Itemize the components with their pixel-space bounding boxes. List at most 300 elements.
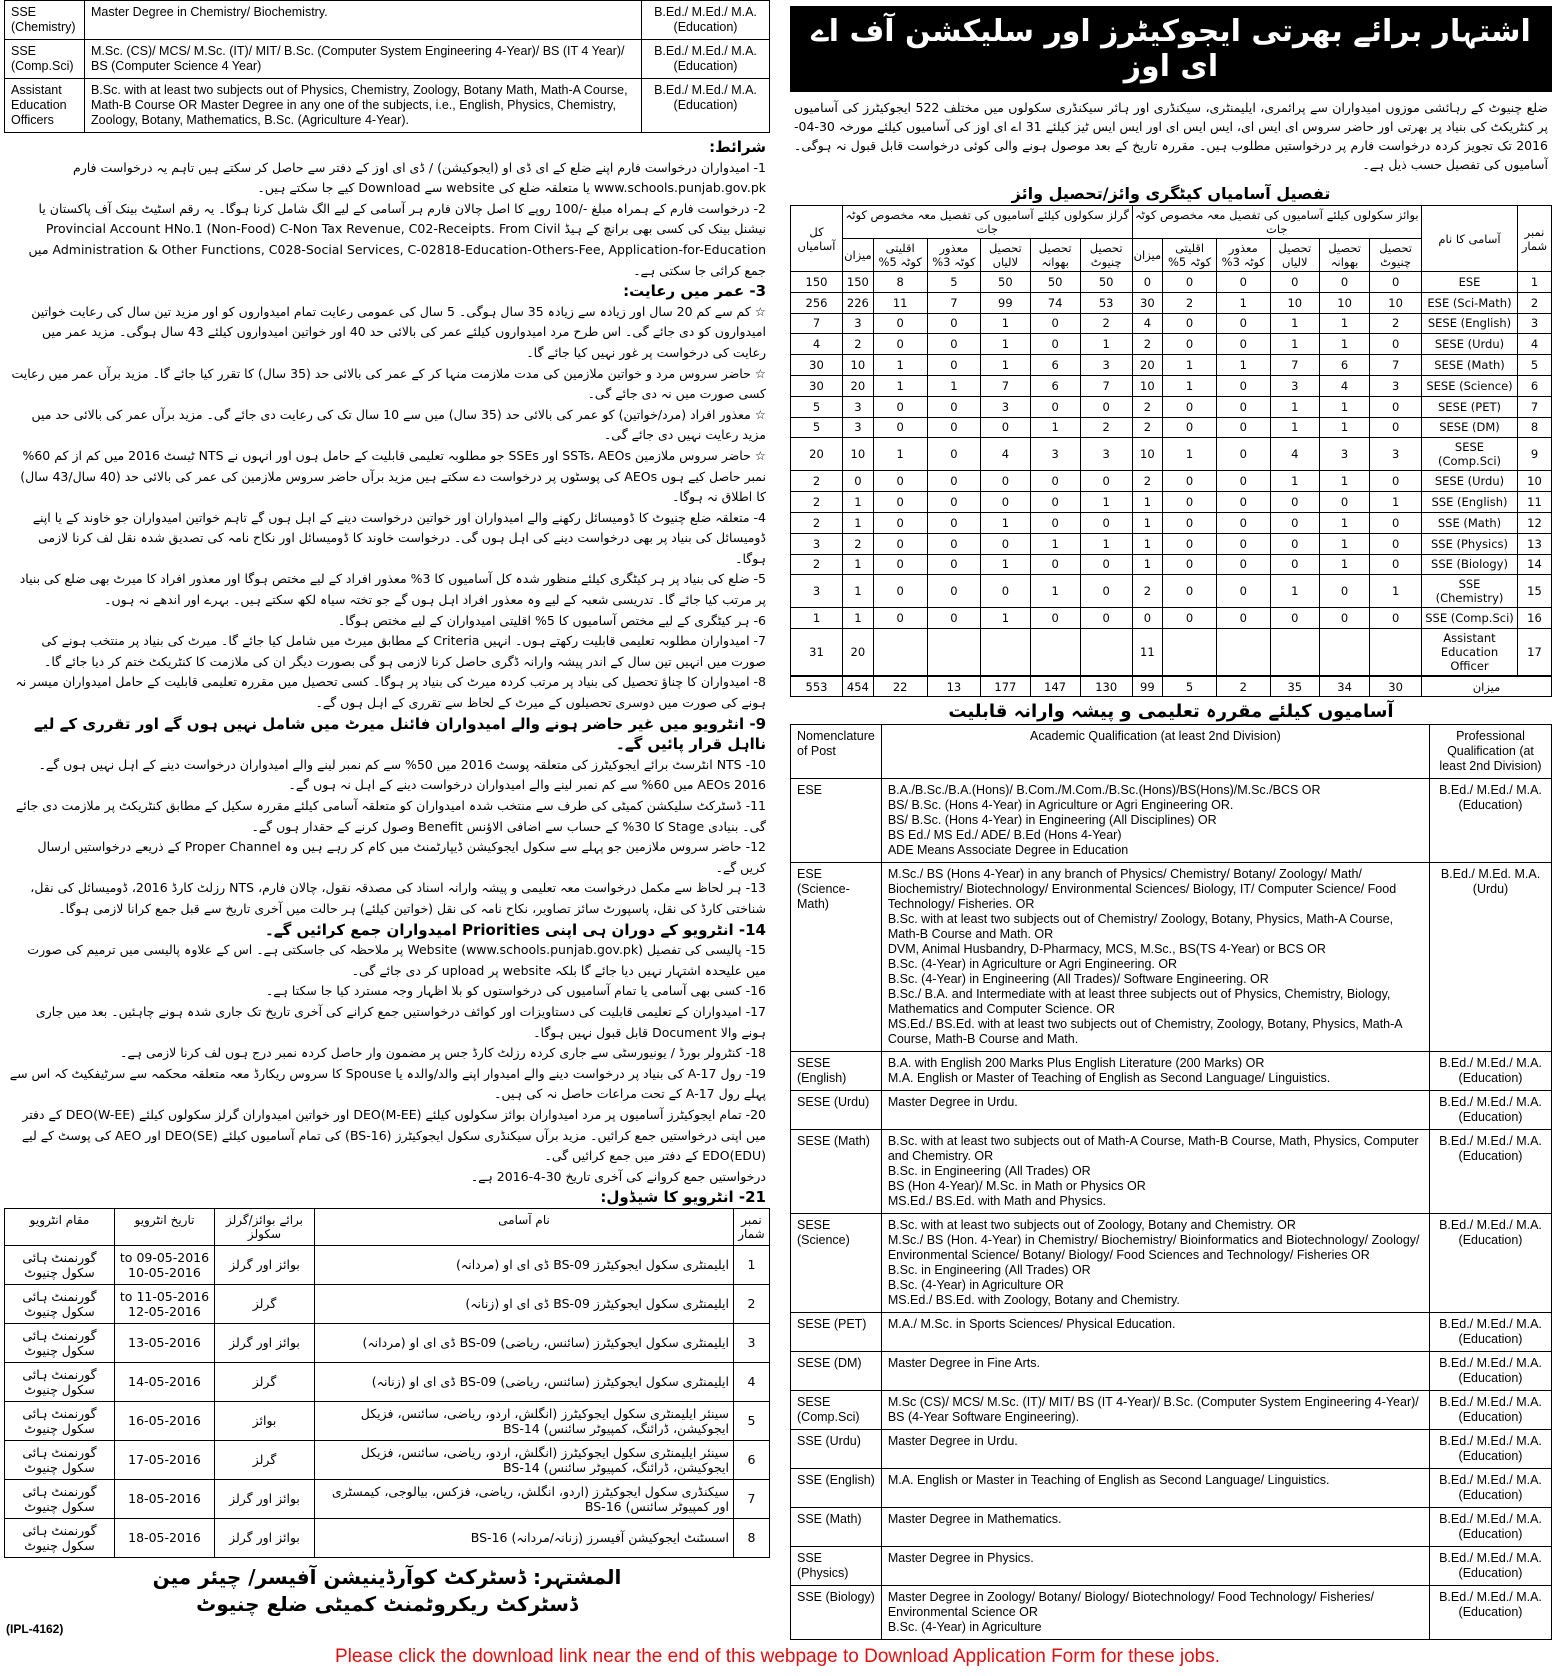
schedule-date: 17-05-2016 — [115, 1440, 215, 1479]
boys-count: 0 — [1217, 375, 1271, 396]
girls-count: 0 — [1030, 396, 1080, 417]
boys-count: 35 — [1270, 676, 1319, 697]
boys-count: 10 — [1319, 292, 1369, 313]
boys-count: 0 — [1217, 608, 1271, 629]
boys-count: 1 — [1270, 334, 1319, 355]
girls-count: 2 — [843, 334, 874, 355]
schedule-venue: گورنمنٹ ہائی سکول چنیوٹ — [5, 1323, 115, 1362]
qualification-table-title: آسامیوں کیلئے مقررہ تعلیمی و پیشہ وارانہ قابلیت — [948, 701, 1394, 723]
boys-count: 0 — [1217, 417, 1271, 438]
schedule-date: 18-05-2016 — [115, 1518, 215, 1557]
condition-item: 13- ہر لحاظ سے مکمل درخواست معہ تعلیمی و پیشہ وارانہ اسناد کی مصدقہ نقول، چالان فارم، NTS رزلٹ کارڈ 2016، ڈومیسائل کی نقل، شناختی کارڈ کی نقل، پاسپورٹ سائز تصاویر، نکاح نامہ کی نقل (خواتین کیلئے) ہر حالت میں آخری تاریخ سے قبل جمع کرانا لازمی ہوگا۔ — [30, 880, 766, 916]
girls-count: 1 — [843, 492, 874, 513]
boys-count: 2 — [1132, 575, 1163, 608]
top-table-row — [5, 79, 770, 133]
girls-count: 1 — [873, 438, 927, 471]
post-name: SESE (English) — [791, 1052, 882, 1091]
boys-count: 5 — [1163, 676, 1217, 697]
girls-count: 0 — [873, 417, 927, 438]
advertiser-footer — [4, 1564, 770, 1618]
girls-count: 1 — [1030, 417, 1080, 438]
boys-count: 3 — [1270, 375, 1319, 396]
total-posts: 553 — [791, 676, 843, 697]
boys-count: 1 — [1217, 355, 1271, 376]
post-name: SSE (Physics) — [1422, 533, 1518, 554]
girls-count: 3 — [843, 396, 874, 417]
cat-header-post: آسامی کا نام — [1422, 206, 1518, 272]
girls-count: 3 — [843, 417, 874, 438]
serial-no: 3 — [1518, 313, 1552, 334]
serial-no: 1 — [1518, 272, 1552, 293]
post-name: SSE (Comp.Sci) — [1422, 608, 1518, 629]
schedule-sno: 6 — [734, 1440, 770, 1479]
schedule-sno: 5 — [734, 1401, 770, 1440]
girls-count: 0 — [927, 355, 981, 376]
category-row — [791, 396, 1552, 417]
girls-count: 1 — [873, 375, 927, 396]
boys-count: 0 — [1163, 554, 1217, 575]
boys-count: 4 — [1132, 313, 1163, 334]
girls-count: 0 — [927, 608, 981, 629]
boys-count: 0 — [1163, 533, 1217, 554]
academic-qualification: Master Degree in Fine Arts. — [881, 1352, 1429, 1391]
cat-subheader: تحصیل چنیوٹ — [1080, 239, 1132, 272]
schedule-venue: گورنمنٹ ہائی سکول چنیوٹ — [5, 1284, 115, 1323]
category-row — [791, 533, 1552, 554]
girls-count: 50 — [1080, 272, 1132, 293]
total-posts: 3 — [791, 533, 843, 554]
serial-no: 11 — [1518, 492, 1552, 513]
serial-no: 6 — [1518, 375, 1552, 396]
boys-count: 6 — [1319, 355, 1369, 376]
boys-count: 1 — [1163, 355, 1217, 376]
ad-title: اشتہار برائے بھرتی ایجوکیٹرز اور سلیکشن آف اے ای اوز — [790, 6, 1552, 92]
post-name: SESE (PET) — [791, 1313, 882, 1352]
qual-header-post: Nomenclature of Post — [791, 725, 882, 779]
boys-count: 0 — [1319, 492, 1369, 513]
boys-count: 1 — [1270, 417, 1319, 438]
boys-count: 0 — [1270, 512, 1319, 533]
category-row — [791, 438, 1552, 471]
category-table — [790, 205, 1552, 697]
girls-count: 1 — [981, 608, 1030, 629]
condition-item: 11- ڈسٹرکٹ سلیکشن کمیٹی کی طرف سے منتخب شدہ امیدواران کو متعلقہ آسامی کیلئے مقررہ سکیل کے مطابق کنٹریکٹ پر ملازمت دی جائے گی۔ بنیادی Stage کا 30% کے حساب سے اضافی الاؤنس Benefit وصول کرنے کے حقدار ہوں گے۔ — [15, 798, 766, 834]
boys-count: 0 — [1163, 471, 1217, 492]
girls-count: 0 — [843, 471, 874, 492]
boys-count: 0 — [1163, 575, 1217, 608]
cat-header-total: کل آسامیاں — [791, 206, 843, 272]
schedule-sno: 3 — [734, 1323, 770, 1362]
qual-header-professional: Professional Qualification (at least 2nd Division) — [1430, 725, 1552, 779]
schedule-post: سینئر ایلیمنٹری سکول ایجوکیٹرز (انگلش، اردو، ریاضی، سائنس، فزیکل ایجوکیشن، ڈرائنگ، کمپیوٹر سائنس) BS-14 — [315, 1440, 734, 1479]
total-posts: 30 — [791, 375, 843, 396]
girls-count: 147 — [1030, 676, 1080, 697]
professional-qualification: B.Ed./ M.Ed./ M.A. (Education) — [1430, 1391, 1552, 1430]
serial-no: 12 — [1518, 512, 1552, 533]
qualification-row — [791, 1469, 1552, 1508]
boys-count: 2 — [1132, 396, 1163, 417]
boys-count: 1 — [1132, 554, 1163, 575]
schedule-row — [5, 1245, 770, 1284]
total-posts: 31 — [791, 629, 843, 677]
boys-count: 0 — [1163, 334, 1217, 355]
boys-count: 0 — [1370, 396, 1422, 417]
academic-qualification: M.Sc./ BS (Hons 4-Year) in any branch of Physics/ Chemistry/ Botany/ Zoology/ Math/ Biochemistry/ Biotechnology/ Environmental Sciences/ Biology, IT/ Computer Science/ Food Technology/ Fisheries. OR B.Sc. with at least two subjects out of Chemistry/ Zoology, Botany, Physics, Math-A Course, Math-B Course and Math. OR DVM, Animal Husbandry, D-Pharmacy, MCS, M.Sc., BS(TS 4-Year) or BCS OR B.Sc. (4-Year) in Agriculture or Agri Engineering. OR B.Sc. (4-Year) in Engineering (All Trades)/ Software Engineering. OR B.Sc./ B.A. and Intermediate with at least three subjects out of Physics, Chemistry, Biology, Mathematics and Computer Science. OR MS.Ed./ BS.Ed. with at least two subjects out of Chemistry, Zoology, Botany, Physics, Math-A Course, Math-B Course and Math. — [881, 863, 1429, 1052]
boys-count: 0 — [1217, 492, 1271, 513]
condition-item: 21- انٹرویو کا شیڈول: — [600, 1188, 766, 1207]
boys-count: 0 — [1370, 533, 1422, 554]
boys-count: 0 — [1370, 417, 1422, 438]
sched-header-school: برائے بوائز/گرلز سکولز — [215, 1208, 315, 1245]
girls-count: 1 — [1080, 334, 1132, 355]
total-label: میزان — [1422, 676, 1552, 697]
girls-count: 0 — [873, 533, 927, 554]
serial-no: 7 — [1518, 396, 1552, 417]
schedule-date: 14-05-2016 — [115, 1362, 215, 1401]
boys-count: 0 — [1163, 396, 1217, 417]
schedule-school: بوائز — [215, 1401, 315, 1440]
boys-count: 0 — [1217, 471, 1271, 492]
professional-qualification: B.Ed./ M.Ed./ M.A. (Education) — [1430, 1052, 1552, 1091]
professional-qualification: B.Ed./ M.Ed./ M.A. (Education) — [1430, 1469, 1552, 1508]
girls-count: 0 — [927, 334, 981, 355]
category-row — [791, 512, 1552, 533]
boys-count: 2 — [1217, 676, 1271, 697]
category-row — [791, 629, 1552, 677]
post-name: SESE (Science) — [791, 1214, 882, 1313]
girls-count: 5 — [927, 272, 981, 293]
download-banner[interactable]: Please click the download link near the end of this webpage to Download Application Form for these jobs. — [334, 1646, 1221, 1668]
boys-count: 0 — [1163, 492, 1217, 513]
girls-count: 0 — [873, 334, 927, 355]
boys-count: 4 — [1270, 438, 1319, 471]
boys-count: 0 — [1370, 512, 1422, 533]
boys-count: 0 — [1217, 512, 1271, 533]
girls-count: 1 — [1080, 533, 1132, 554]
post-name: SSE (Urdu) — [791, 1430, 882, 1469]
total-posts: 5 — [791, 396, 843, 417]
girls-count: 1 — [981, 355, 1030, 376]
professional-qualification: B.Ed./ M.Ed./ M.A. (Education) — [642, 40, 770, 79]
boys-count: 7 — [1370, 355, 1422, 376]
qualification-row — [791, 1091, 1552, 1130]
boys-count: 0 — [1132, 608, 1163, 629]
girls-count: 0 — [927, 554, 981, 575]
girls-count: 2 — [1080, 313, 1132, 334]
girls-count: 0 — [927, 492, 981, 513]
condition-item: 5- ضلع کی بنیاد پر ہر کیٹگری کیلئے منظور شدہ کل آسامیوں کا 3% معذور افراد کے لیے مختص ہوگا اور معذور افراد کا میرٹ بھی ضلع کی بنیاد پر مرتب کیا جائے گا۔ تدریسی شعبہ کے لیے وہ معذور افراد اہل ہوں گے جو تختہ سیاہ لکھ سکتے ہیں۔ بہرے اور اندھے نہ ہوں۔ — [19, 571, 766, 608]
boys-count: 11 — [1132, 629, 1163, 677]
girls-count: 0 — [1030, 554, 1080, 575]
boys-count: 0 — [1217, 334, 1271, 355]
boys-count: 0 — [1370, 608, 1422, 629]
boys-count: 1 — [1132, 492, 1163, 513]
boys-count: 1 — [1163, 375, 1217, 396]
boys-count: 1 — [1319, 554, 1369, 575]
boys-count: 34 — [1319, 676, 1369, 697]
cat-header-girls: گرلز سکولوں کیلئے آسامیوں کی تفصیل معہ مخصوص کوٹہ جات — [843, 206, 1133, 239]
condition-item: 1- امیدواران درخواست فارم اپنے ضلع کے ای ڈی او (ایجوکیشن) / ڈی ای اوز کے دفتر سے حاصل کر سکتے ہیں تاہم یہ درخواست فارم www.schools.punjab.gov.pk یا متعلقہ ضلع کی website سے Download کیے جا سکتے ہیں۔ — [72, 159, 766, 196]
girls-count: 6 — [1030, 355, 1080, 376]
boys-count — [1270, 629, 1319, 677]
girls-count: 1 — [981, 334, 1030, 355]
girls-count: 10 — [843, 355, 874, 376]
qualification-row — [791, 1352, 1552, 1391]
qualification-row — [791, 1430, 1552, 1469]
girls-count: 50 — [1030, 272, 1080, 293]
professional-qualification: B.Ed./ M.Ed./ M.A. (Education) — [642, 79, 770, 133]
qualification-table — [790, 724, 1552, 1640]
boys-count: 0 — [1270, 608, 1319, 629]
cat-subheader: معذور کوٹہ 3% — [927, 239, 981, 272]
cat-subheader: تحصیل چنیوٹ — [1370, 239, 1422, 272]
girls-count: 11 — [873, 292, 927, 313]
top-qualification-table — [4, 0, 770, 133]
schedule-row — [5, 1284, 770, 1323]
boys-count: 1 — [1270, 396, 1319, 417]
cat-header-sno: نمبر شمار — [1518, 206, 1552, 272]
girls-count: 0 — [981, 471, 1030, 492]
post-name: SESE (English) — [1422, 313, 1518, 334]
qual-header-academic: Academic Qualification (at least 2nd Division) — [881, 725, 1429, 779]
schedule-school: گرلز — [215, 1440, 315, 1479]
girls-count: 74 — [1030, 292, 1080, 313]
ipl-code: (IPL-4162) — [6, 1621, 64, 1636]
professional-qualification: B.Ed./ M.Ed./ M.A. (Education) — [1430, 1214, 1552, 1313]
boys-count: 1 — [1270, 471, 1319, 492]
post-name: SSE (Chemistry) — [1422, 575, 1518, 608]
serial-no: 13 — [1518, 533, 1552, 554]
boys-count: 0 — [1217, 533, 1271, 554]
schedule-sno: 2 — [734, 1284, 770, 1323]
academic-qualification: Master Degree in Urdu. — [881, 1430, 1429, 1469]
boys-count: 1 — [1163, 438, 1217, 471]
post-name: SESE (Math) — [1422, 355, 1518, 376]
top-table-row — [5, 1, 770, 40]
professional-qualification: B.Ed./ M.Ed. M.A. (Urdu) — [1430, 863, 1552, 1052]
condition-item: 2- درخواست فارم کے ہمراہ مبلغ -/100 روپے کا اصل چالان فارم ہر آسامی کے لیے الگ شامل کرنا ہوگا۔ یہ رقم اسٹیٹ بینک آف پاکستان یا نیشنل بینک کی کسی بھی برانچ کے ہیڈ Provincial Account HNo.1 (Non-Food) C-Non Tax Revenue, C02-Receipts. From Civil Administration & Other Functions, C028-Social Services, C-02818-Education-Others-Fee, Application-for-Education میں جمع کرائی جا سکتی ہے۔ — [28, 200, 766, 278]
condition-item: 17- امیدواران کے تعلیمی قابلیت کی دستاویزات اور کوائف درخواستیں جمع کرانے کی آخری تاریخ تک جاری شدہ ہونے چاہئیں۔ بعد میں جاری ہونے والا Document قابل قبول نہیں ہوگا۔ — [35, 1003, 766, 1040]
category-row — [791, 575, 1552, 608]
total-posts: 3 — [791, 575, 843, 608]
post-name: SESE (DM) — [1422, 417, 1518, 438]
sched-header-sno: نمبر شمار — [734, 1208, 770, 1245]
academic-qualification: B.Sc. with at least two subjects out of Zoology, Botany and Chemistry. OR M.Sc./ BS (Hon. 4-Year) in Chemistry/ Biochemistry/ Bioinformatics and Biotechnology/ Zoology/ Environmental Science/ Botany/ Biology/ Food Sciences and Technology/ Fisheries OR B.Sc. in Engineering (All Trades) OR B.Sc. (4-Year) in Agriculture OR MS.Ed./ BS.Ed. with Zoology, Botany and Chemistry. — [881, 1214, 1429, 1313]
total-posts: 5 — [791, 417, 843, 438]
girls-count: 0 — [1030, 471, 1080, 492]
professional-qualification: B.Ed./ M.Ed./ M.A. (Education) — [1430, 1430, 1552, 1469]
schedule-school: بوائز اور گرلز — [215, 1323, 315, 1362]
category-row — [791, 313, 1552, 334]
girls-count: 0 — [927, 313, 981, 334]
girls-count: 1 — [981, 313, 1030, 334]
schedule-post: سیکنڈری سکول ایجوکیٹرز (اردو، انگلش، ریاضی، فزکس، بیالوجی، کیمسٹری اور کمپیوٹر سائنس) BS-16 — [315, 1479, 734, 1518]
condition-item: 12- حاضر سروس ملازمین جو پہلے سے سکول ایجوکیشن ڈیپارٹمنٹ میں کام کر رہے ہیں وہ Proper Channel کے ذریعے درخواستیں ارسال کریں گے۔ — [37, 839, 766, 875]
academic-qualification: Master Degree in Physics. — [881, 1547, 1429, 1586]
girls-count: 1 — [843, 554, 874, 575]
girls-count: 0 — [927, 438, 981, 471]
girls-count — [873, 629, 927, 677]
total-posts: 256 — [791, 292, 843, 313]
qualification-row — [791, 1052, 1552, 1091]
cat-subheader: اقلیتی کوٹہ 5% — [873, 239, 927, 272]
girls-count: 1 — [1030, 533, 1080, 554]
sched-header-post: نام آسامی — [315, 1208, 734, 1245]
total-posts: 2 — [791, 554, 843, 575]
schedule-date: 13-05-2016 — [115, 1323, 215, 1362]
girls-count: 0 — [873, 554, 927, 575]
boys-count — [1319, 629, 1369, 677]
serial-no: 9 — [1518, 438, 1552, 471]
total-posts: 2 — [791, 471, 843, 492]
professional-qualification: B.Ed./ M.Ed./ M.A. (Education) — [1430, 1091, 1552, 1130]
post-name: ESE (Sci-Math) — [1422, 292, 1518, 313]
girls-count: 1 — [873, 355, 927, 376]
boys-count: 0 — [1163, 417, 1217, 438]
qualification-row — [791, 1313, 1552, 1352]
girls-count: 177 — [981, 676, 1030, 697]
left-column — [4, 0, 770, 1636]
boys-count: 0 — [1319, 272, 1369, 293]
qualification-row — [791, 1508, 1552, 1547]
boys-count: 1 — [1370, 492, 1422, 513]
boys-count: 2 — [1132, 334, 1163, 355]
cat-subheader: میزان — [1132, 239, 1163, 272]
schedule-venue: گورنمنٹ ہائی سکول چنیوٹ — [5, 1362, 115, 1401]
boys-count: 0 — [1217, 554, 1271, 575]
category-row — [791, 471, 1552, 492]
interview-schedule-table — [4, 1208, 770, 1558]
boys-count: 1 — [1319, 313, 1369, 334]
girls-count: 7 — [1080, 375, 1132, 396]
girls-count: 0 — [981, 533, 1030, 554]
schedule-row — [5, 1479, 770, 1518]
post-name: SESE (Urdu) — [1422, 471, 1518, 492]
right-column — [790, 0, 1552, 1640]
professional-qualification: B.Ed./ M.Ed./ M.A. (Education) — [1430, 1352, 1552, 1391]
girls-count: 0 — [873, 492, 927, 513]
girls-count: 6 — [1030, 375, 1080, 396]
girls-count — [981, 629, 1030, 677]
boys-count: 4 — [1319, 375, 1369, 396]
girls-count: 13 — [927, 676, 981, 697]
schedule-post: ایلیمنٹری سکول ایجوکیٹرز (سائنس، ریاضی) BS-09 ڈی ای او (مردانہ) — [315, 1323, 734, 1362]
post-name: SSE (Math) — [1422, 512, 1518, 533]
girls-count: 0 — [1030, 313, 1080, 334]
schedule-school: بوائز اور گرلز — [215, 1245, 315, 1284]
girls-count: 8 — [873, 272, 927, 293]
footer-line2: ڈسٹرکٹ ریکروٹمنٹ کمیٹی ضلع چنیوٹ — [196, 1591, 578, 1616]
boys-count: 0 — [1163, 272, 1217, 293]
boys-count: 1 — [1319, 512, 1369, 533]
girls-count: 3 — [843, 313, 874, 334]
qualification-row — [791, 1586, 1552, 1640]
condition-item: 18- کنٹرولر بورڈ / یونیورسٹی سے جاری کردہ رزلٹ کارڈ جس پر مضمون وار حاصل کردہ نمبر درج ہوں لف کرنا لازمی ہے۔ — [120, 1045, 766, 1061]
boys-count: 3 — [1370, 375, 1422, 396]
girls-count: 0 — [1030, 608, 1080, 629]
schedule-post: سینئر ایلیمنٹری سکول ایجوکیٹرز (انگلش، اردو، ریاضی، سائنس، فزیکل ایجوکیشن، ڈرائنگ، کمپیوٹر سائنس) BS-14 — [315, 1401, 734, 1440]
schedule-school: گرلز — [215, 1284, 315, 1323]
girls-count: 22 — [873, 676, 927, 697]
cat-subheader: میزان — [843, 239, 874, 272]
total-posts: 4 — [791, 334, 843, 355]
girls-count: 130 — [1080, 676, 1132, 697]
serial-no: 8 — [1518, 417, 1552, 438]
girls-count — [1030, 629, 1080, 677]
professional-qualification: B.Ed./ M.Ed./ M.A. (Education) — [1430, 1313, 1552, 1352]
category-row — [791, 272, 1552, 293]
post-name: SESE (Comp.Sci) — [791, 1391, 882, 1430]
schedule-sno: 8 — [734, 1518, 770, 1557]
boys-count: 1 — [1217, 292, 1271, 313]
girls-count: 0 — [1080, 608, 1132, 629]
girls-count: 2 — [1080, 417, 1132, 438]
post-name: SSE (English) — [1422, 492, 1518, 513]
total-posts: 2 — [791, 512, 843, 533]
girls-count: 0 — [1030, 334, 1080, 355]
post-name: Assistant Education Officer — [1422, 629, 1518, 677]
academic-qualification: B.A./B.Sc./B.A.(Hons)/ B.Com./M.Com./B.Sc.(Hons)/BS(Hons)/M.Sc./BCS OR BS/ B.Sc. (Hons 4-Year) in Agriculture or Agri Engineering OR. BS/ B.Sc. (Hons 4-Year) in Engineering (All Disciplines) OR BS Ed./ MS Ed./ ADE/ B.Ed (Hons 4-Year) ADE Means Associate Degree in Education — [881, 779, 1429, 863]
girls-count: 0 — [1080, 471, 1132, 492]
boys-count: 1 — [1132, 512, 1163, 533]
boys-count: 30 — [1370, 676, 1422, 697]
sched-header-venue: مقام انٹرویو — [5, 1208, 115, 1245]
academic-qualification: Master Degree in Chemistry/ Biochemistry. — [85, 1, 642, 40]
girls-count: 50 — [981, 272, 1030, 293]
girls-count: 0 — [1080, 512, 1132, 533]
total-posts: 1 — [791, 608, 843, 629]
total-posts: 30 — [791, 355, 843, 376]
boys-count: 0 — [1217, 272, 1271, 293]
boys-count: 0 — [1132, 272, 1163, 293]
girls-count: 1 — [843, 512, 874, 533]
boys-count: 0 — [1217, 575, 1271, 608]
boys-count: 0 — [1217, 438, 1271, 471]
girls-count: 3 — [981, 396, 1030, 417]
girls-count: 0 — [981, 417, 1030, 438]
qualification-row — [791, 1547, 1552, 1586]
girls-count: 1 — [1030, 575, 1080, 608]
schedule-post: اسسٹنٹ ایجوکیشن آفیسرز (زنانہ/مردانہ) BS-16 — [315, 1518, 734, 1557]
schedule-date: 09-05-2016 to 10-05-2016 — [115, 1245, 215, 1284]
boys-count: 2 — [1132, 471, 1163, 492]
girls-count: 1 — [927, 375, 981, 396]
conditions-heading: شرائط: — [709, 138, 766, 156]
girls-count: 1 — [1080, 492, 1132, 513]
girls-count: 3 — [1080, 355, 1132, 376]
schedule-row — [5, 1401, 770, 1440]
schedule-school: بوائز اور گرلز — [215, 1518, 315, 1557]
girls-count: 0 — [1030, 512, 1080, 533]
girls-count: 150 — [843, 272, 874, 293]
schedule-row — [5, 1362, 770, 1401]
academic-qualification: M.A./ M.Sc. in Sports Sciences/ Physical Education. — [881, 1313, 1429, 1352]
girls-count: 1 — [981, 554, 1030, 575]
post-name: SESE (Comp.Sci) — [1422, 438, 1518, 471]
academic-qualification: Master Degree in Mathematics. — [881, 1508, 1429, 1547]
condition-item: 19- رول A-17 کی بنیاد پر درخواست دینے والے امیدوار اپنے والد/والدہ یا Spouse کا سروس ریکارڈ معہ متعلقہ محکمہ سے سرٹیفکیٹ کہ اس سے پہلے رول A-17 کے تحت مراعات حاصل نہ کی ہیں۔ — [9, 1065, 766, 1102]
boys-count: 1 — [1270, 575, 1319, 608]
cat-subheader: تحصیل بھوانہ — [1319, 239, 1369, 272]
boys-count: 0 — [1270, 492, 1319, 513]
condition-item: 9- انٹرویو میں غیر حاضر ہونے والے امیدواران فائنل میرٹ میں شامل نہیں ہوں گے اور تقرری کے لیے نااہل قرار پائیں گے۔ — [33, 714, 766, 754]
academic-qualification: B.Sc. with at least two subjects out of Physics, Chemistry, Zoology, Botany Math, Math-A Course, Math-B Course OR Master Degree in any one of the subjects, i.e., English, Physics, Chemistry, Zoology, Botany, Mathematics, B.Sc. (Agriculture 4-Year). — [85, 79, 642, 133]
boys-count: 2 — [1132, 417, 1163, 438]
girls-count: 1 — [843, 608, 874, 629]
post-name: SESE (Urdu) — [1422, 334, 1518, 355]
post-name: SSE (Chemistry) — [5, 1, 85, 40]
schedule-date: 11-05-2016 to 12-05-2016 — [115, 1284, 215, 1323]
